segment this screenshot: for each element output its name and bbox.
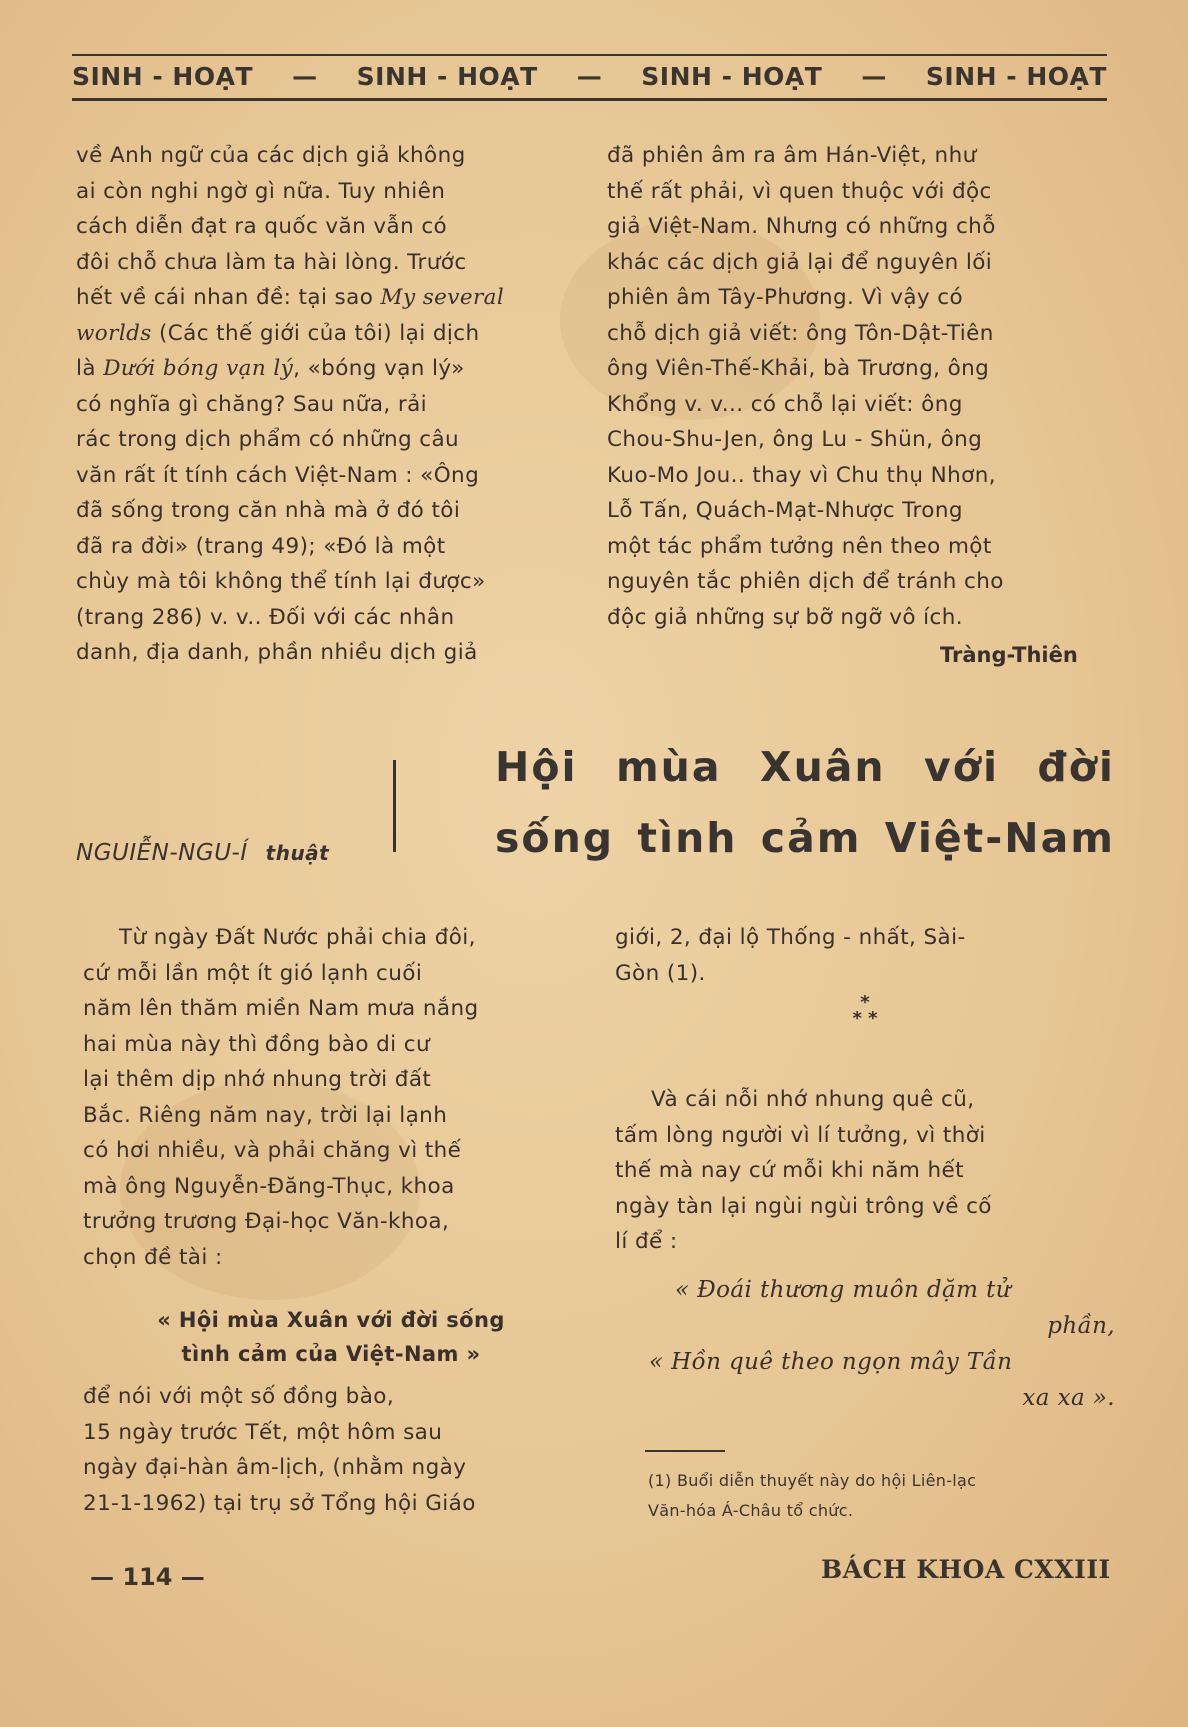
text-line: Khổng v. v... có chỗ lại viết: ông (607, 391, 963, 417)
text-line: lại thêm dịp nhớ nhung trời đất (83, 1067, 432, 1092)
header-item: SINH - HOẠT (356, 62, 538, 91)
footnote-rule (645, 1450, 725, 1452)
header-dash: — (576, 62, 603, 91)
text-line: có hơi nhiều, và phải chăng vì thế (83, 1138, 462, 1163)
poem-line: phần, (1047, 1312, 1115, 1339)
text-span: hết về cái nhan đề: tại sao (76, 285, 374, 310)
bottom-right-column-cont (615, 1082, 1115, 1416)
text-span: (Các thế giới của tôi) lại dịch (158, 320, 480, 346)
text-line: ngày tàn lại ngùi ngùi trông về cố (615, 1193, 992, 1219)
text-line: chỗ dịch giả viết: ông Tôn-Dật-Tiên (607, 320, 994, 346)
text-line: độc giả những sự bỡ ngỡ vô ích. (607, 604, 964, 630)
text-line (76, 280, 572, 316)
text-line: chùy mà tôi không thể tính lại được» (76, 569, 486, 594)
header-top-rule (72, 54, 1107, 56)
page-number: — 114 — (90, 1563, 205, 1591)
text-line: Bắc. Riêng năm nay, trời lại lạnh (83, 1102, 448, 1128)
section-break-asterisks (840, 992, 890, 1029)
title-divider (393, 760, 396, 852)
text-line: tấm lòng người vì lí tưởng, vì thời (615, 1122, 986, 1148)
header-item: SINH - HOẠT (72, 62, 254, 91)
asterisk: * (860, 992, 870, 1013)
header-dash: — (861, 62, 887, 91)
text-line: cách diễn đạt ra quốc văn vẫn có (76, 214, 448, 239)
book-title: worlds (76, 320, 152, 346)
asterisk: * * (852, 1008, 878, 1029)
header-dash: — (292, 62, 318, 91)
text-line: phiên âm Tây-Phương. Vì vậy có (607, 285, 964, 310)
text-line: để nói với một số đồng bào, (83, 1384, 395, 1409)
text-span: , «bóng vạn lý» (293, 356, 465, 381)
text-line: Chou-Shu-Jen, ông Lu - Shün, ông (607, 427, 983, 452)
byline-verb: thuật (265, 841, 330, 865)
text-line: về Anh ngữ của các dịch giả không (76, 143, 466, 168)
lecture-title-quote: tình cảm của Việt-Nam » (181, 1342, 481, 1366)
text-line (76, 351, 572, 387)
footnote (648, 1466, 1118, 1526)
header-item: SINH - HOẠT (925, 62, 1107, 91)
text-line: đã sống trong căn nhà mà ở đó tôi (76, 498, 461, 523)
poem-line: « Hồn quê theo ngọn mây Tần (649, 1348, 1013, 1375)
text-line: 21-1-1962) tại trụ sở Tổng hội Giáo (83, 1490, 476, 1516)
article-title-line2: sống tình cảm Việt-Nam (495, 814, 1115, 862)
header-bottom-rule (72, 98, 1107, 101)
text-line: thế mà nay cứ mỗi khi năm hết (615, 1158, 964, 1183)
text-line: nguyên tắc phiên dịch để tránh cho (607, 569, 1004, 594)
text-line: năm lên thăm miền Nam mưa nắng (83, 996, 479, 1021)
text-line: đã phiên âm ra âm Hán-Việt, như (607, 143, 977, 168)
text-line: ngày đại-hàn âm-lịch, (nhằm ngày (83, 1455, 467, 1480)
poem-line: « Đoái thương muôn dặm tử (675, 1276, 1011, 1303)
footnote-line: Văn-hóa Á-Châu tổ chức. (648, 1501, 854, 1520)
byline (76, 840, 329, 866)
spacer (615, 1260, 1115, 1272)
text-line: chọn đề tài : (83, 1244, 223, 1270)
footnote-line: (1) Buổi diễn thuyết này do hội Liên-lạc (648, 1471, 977, 1490)
text-line: Kuo-Mo Jou.. thay vì Chu thụ Nhơn, (607, 462, 996, 488)
text-line: rác trong dịch phẩm có những câu (76, 427, 460, 452)
lecture-title-quote: « Hội mùa Xuân với đời sống (157, 1308, 505, 1332)
text-line: một tác phẩm tưởng nên theo một (607, 533, 992, 559)
text-line: hai mùa này thì đồng bào di cư (83, 1031, 431, 1057)
translated-title: Dưới bóng vạn lý (103, 356, 294, 381)
spacer (83, 1371, 579, 1379)
top-left-column (76, 138, 572, 671)
signature: Tràng-Thiên (940, 643, 1078, 667)
text-line: mà ông Nguyễn-Đăng-Thục, khoa (83, 1173, 455, 1199)
text-line: thế rất phải, vì quen thuộc với độc (607, 178, 992, 204)
top-right-column (607, 138, 1107, 635)
text-line: 15 ngày trước Tết, một hôm sau (83, 1419, 443, 1445)
spacer (83, 1275, 579, 1303)
text-line: đã ra đời» (trang 49); «Đó là một (76, 533, 446, 559)
header-item: SINH - HOẠT (641, 62, 823, 91)
text-line (76, 316, 572, 352)
bottom-left-column (83, 920, 579, 1521)
text-line: (trang 286) v. v.. Đối với các nhân (76, 604, 455, 630)
text-line: cứ mỗi lần một ít gió lạnh cuối (83, 960, 423, 986)
text-span: là (76, 356, 96, 381)
text-line: lí để : (615, 1229, 678, 1254)
text-line: Lỗ Tấn, Quách-Mạt-Nhược Trong (607, 498, 963, 523)
running-header (72, 62, 1107, 91)
text-line: danh, địa danh, phần nhiều dịch giả (76, 640, 478, 665)
text-line: trưởng trương Đại-học Văn-khoa, (83, 1209, 450, 1234)
text-line: Từ ngày Đất Nước phải chia đôi, (119, 925, 476, 950)
text-line: giới, 2, đại lộ Thống - nhất, Sài- (615, 925, 966, 950)
text-line: ai còn nghi ngờ gì nữa. Tuy nhiên (76, 178, 446, 204)
text-line: đôi chỗ chưa làm ta hài lòng. Trước (76, 249, 467, 275)
text-line: khác các dịch giả lại để nguyên lối (607, 249, 993, 275)
poem-line: xa xa ». (1022, 1384, 1115, 1411)
author-name: NGUIỄN-NGU-Í (76, 840, 248, 866)
book-title: My several (380, 285, 505, 310)
article-title-line1: Hội mùa Xuân với đời (495, 743, 1115, 791)
text-line: Gòn (1). (615, 960, 706, 986)
bottom-right-column (615, 920, 1115, 991)
text-line: có nghĩa gì chăng? Sau nữa, rải (76, 391, 428, 417)
text-line: văn rất ít tính cách Việt-Nam : «Ông (76, 462, 480, 488)
text-line: ông Viên-Thế-Khải, bà Trương, ông (607, 356, 990, 381)
text-line: giả Việt-Nam. Nhưng có những chỗ (607, 214, 996, 239)
journal-name: BÁCH KHOA CXXIII (821, 1555, 1111, 1584)
text-line: Và cái nỗi nhớ nhung quê cũ, (651, 1087, 975, 1112)
